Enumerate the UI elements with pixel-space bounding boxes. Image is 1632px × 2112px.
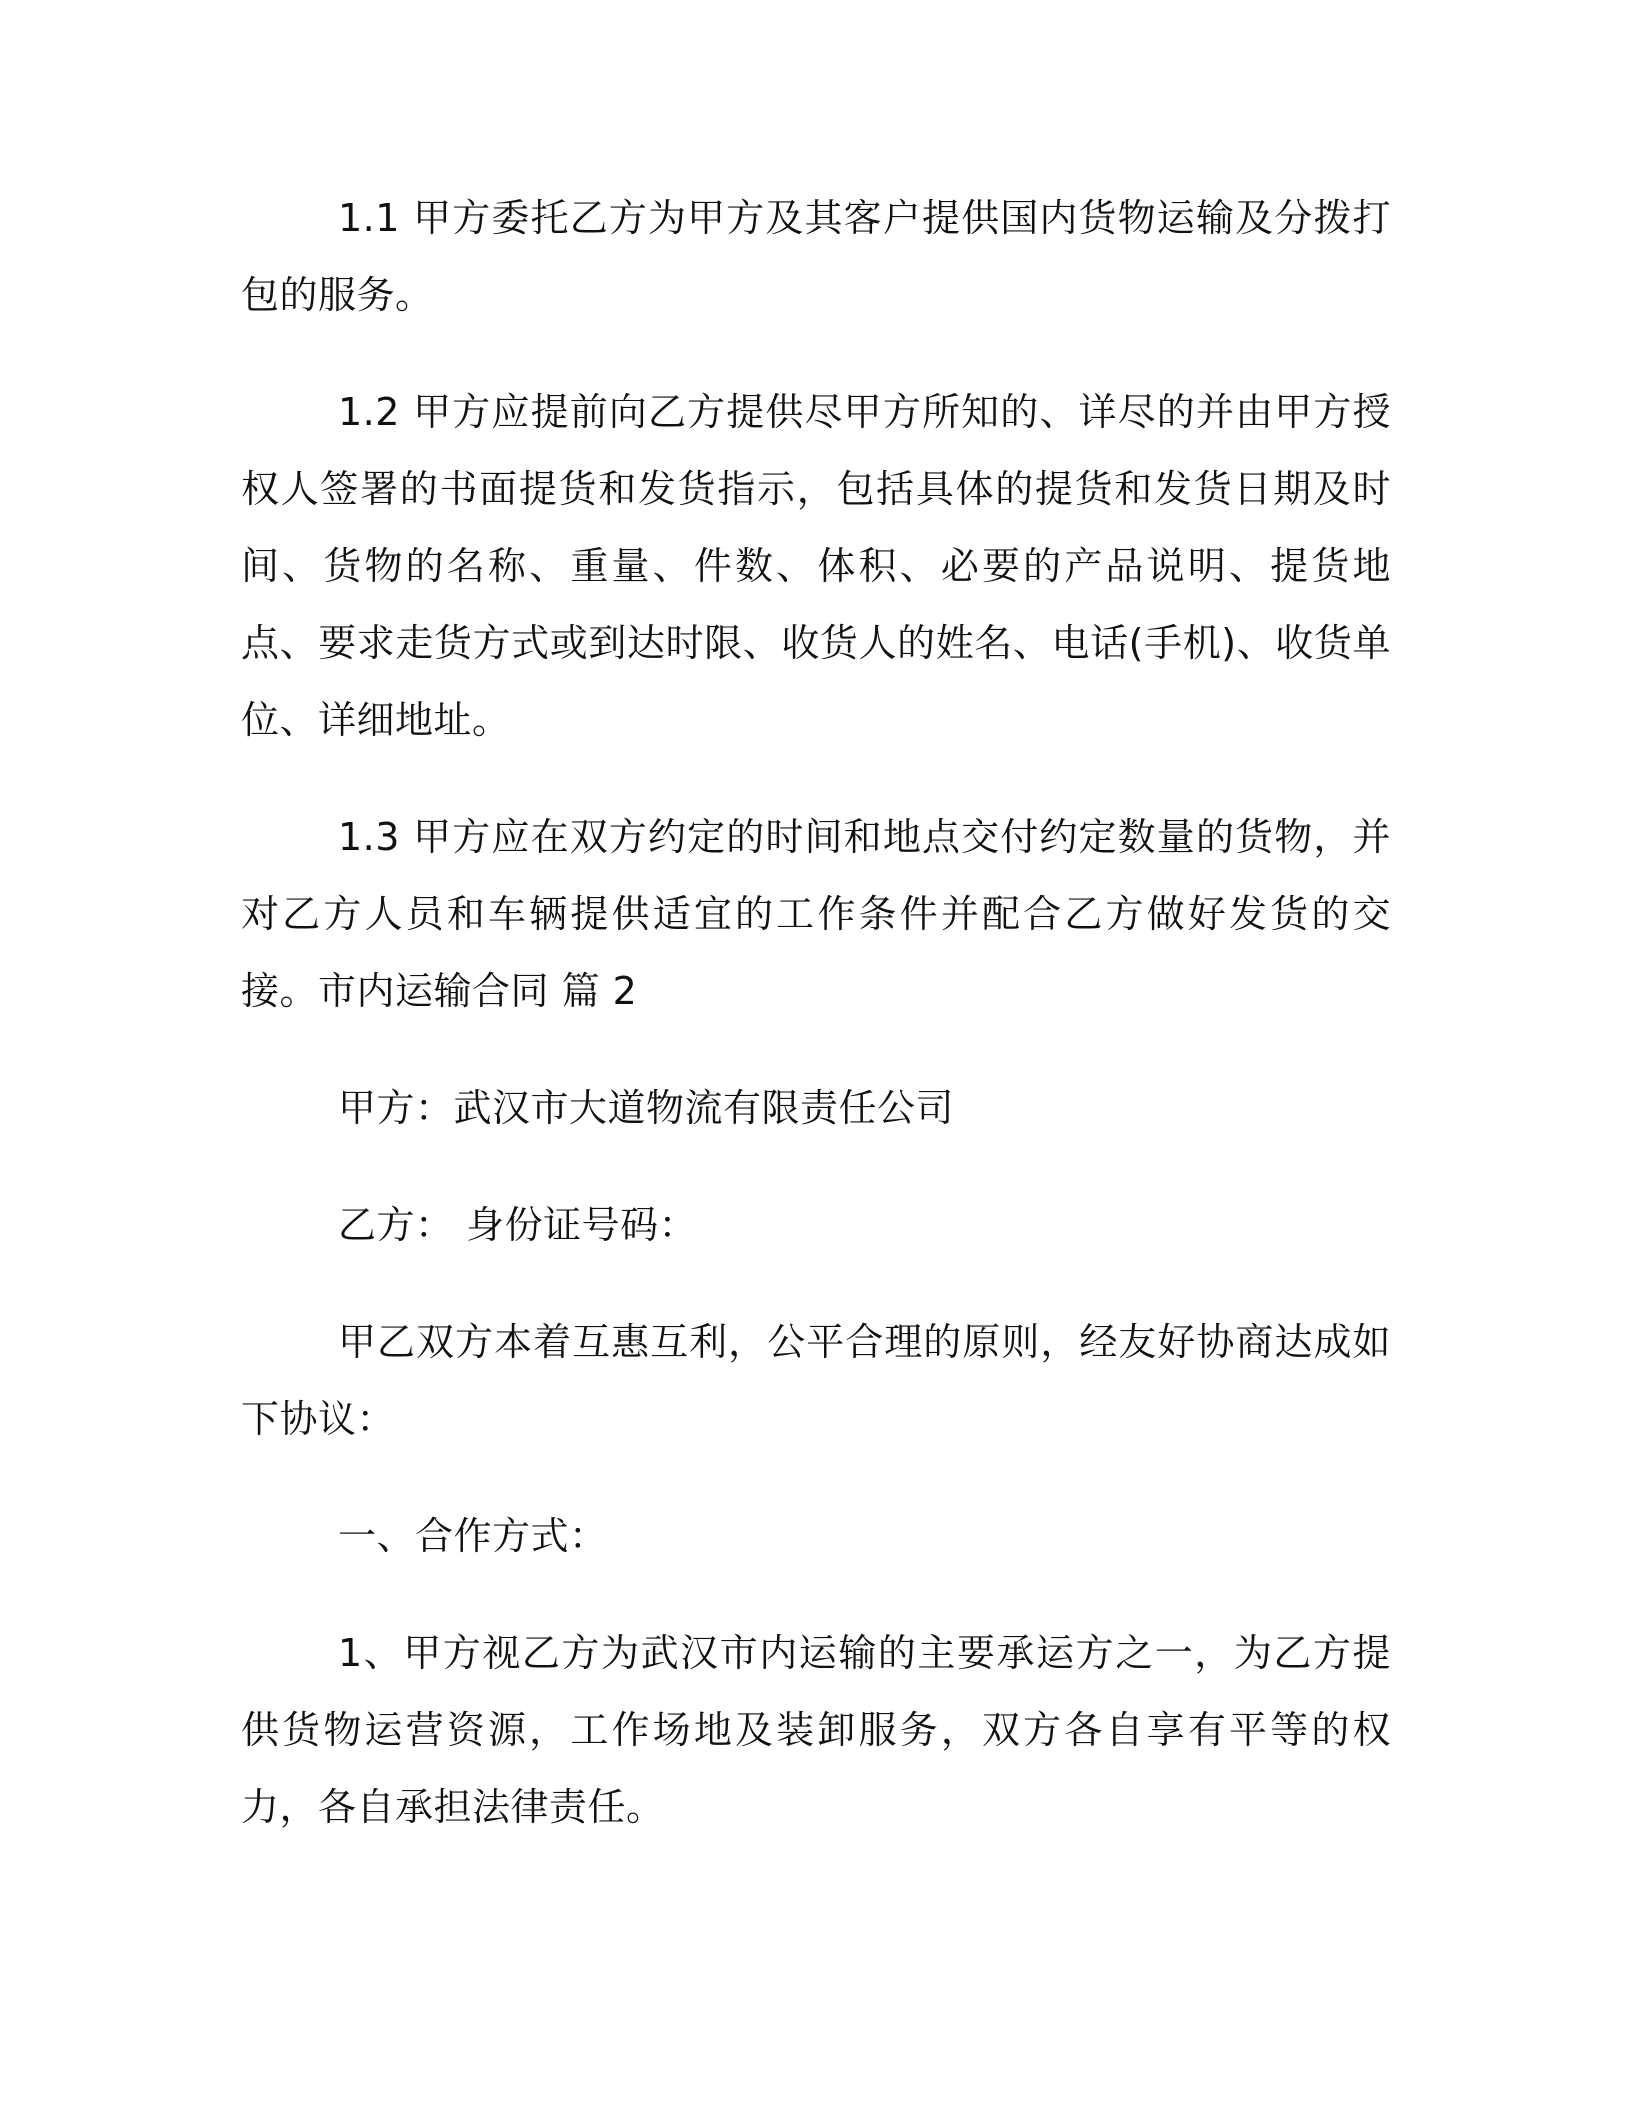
section-heading-cooperation: 一、合作方式： [338, 1514, 608, 1558]
clause-1-1: 1.1 甲方委托乙方为甲方及其客户提供国内货物运输及分拨打包的服务。 [241, 196, 1391, 317]
party-b: 乙方： 身份证号码： [338, 1203, 698, 1247]
agreement-preamble: 甲乙双方本着互惠互利，公平合理的原则，经友好协商达成如下协议： [241, 1320, 1391, 1441]
party-a: 甲方：武汉市大道物流有限责任公司 [338, 1086, 955, 1130]
document-body [241, 180, 1391, 1886]
clause-1-3: 1.3 甲方应在双方约定的时间和地点交付约定数量的货物，并对乙方人员和车辆提供适宜的工作条件并配合乙方做好发货的交接。市内运输合同 篇 2 [241, 815, 1391, 1013]
cooperation-clause-1: 1、甲方视乙方为武汉市内运输的主要承运方之一，为乙方提供货物运营资源，工作场地及装卸服务，双方各自享有平等的权力，各自承担法律责任。 [241, 1631, 1391, 1829]
clause-1-2: 1.2 甲方应提前向乙方提供尽甲方所知的、详尽的并由甲方授权人签署的书面提货和发货指示，包括具体的提货和发货日期及时间、货物的名称、重量、件数、体积、必要的产品说明、提货地点、要求走货方式或到达时限、收货人的姓名、电话(手机)、收货单位、详细地址。 [241, 390, 1391, 742]
